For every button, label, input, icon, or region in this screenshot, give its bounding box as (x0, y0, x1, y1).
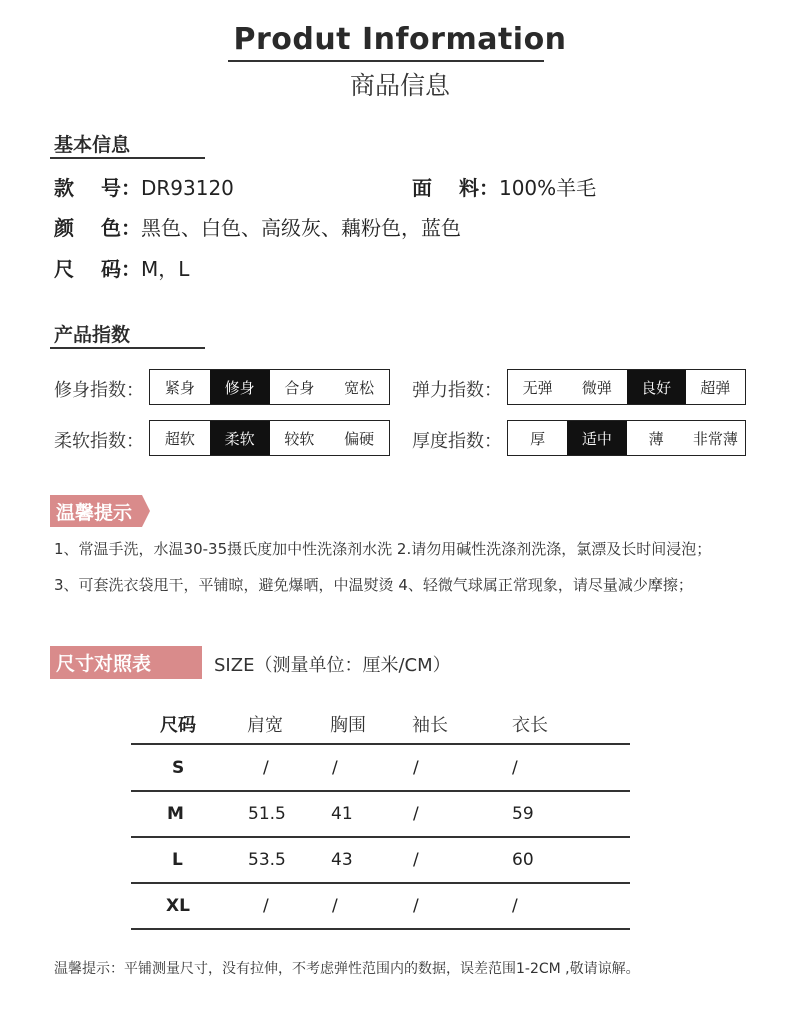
fit-index-label: 修身指数： (54, 380, 144, 401)
item-no-value: DR93120 (140, 176, 234, 200)
size-chart-heading: 尺寸对照表 (56, 653, 152, 675)
basic-info-underline (50, 157, 205, 159)
row-m-sleeve: / (413, 804, 419, 824)
table-divider-1 (131, 790, 630, 792)
row-l-chest: 43 (331, 850, 353, 870)
row-s-chest: / (332, 758, 338, 778)
page-title-cn: 商品信息 (349, 71, 450, 100)
index-option: 非常薄 (692, 429, 738, 448)
size-row: 尺 码：M，L (54, 257, 190, 281)
row-l-shoulder: 53.5 (248, 850, 286, 870)
col-header-sleeve: 袖长 (412, 715, 448, 736)
row-m-length: 59 (512, 804, 534, 824)
fabric-value: 100%羊毛 (498, 176, 597, 200)
elastic-index-label: 弹力指数： (412, 380, 502, 401)
product-index-heading: 产品指数 (54, 324, 131, 346)
col-header-size: 尺码 (160, 715, 196, 736)
row-m-shoulder: 51.5 (248, 804, 286, 824)
index-option: 紧身 (164, 378, 195, 397)
index-option: 微弹 (581, 378, 612, 397)
table-divider-4 (131, 928, 630, 930)
row-s-shoulder: / (263, 758, 269, 778)
basic-info-heading: 基本信息 (54, 134, 131, 156)
fit-index-scale (149, 369, 390, 405)
row-s-length: / (512, 758, 518, 778)
color-row: 颜 色：黑色、白色、高级灰、藕粉色，蓝色 (54, 216, 461, 240)
table-divider-3 (131, 882, 630, 884)
page-title-en: Produt Information (233, 22, 567, 57)
row-l-sleeve: / (413, 850, 419, 870)
thick-index-scale (507, 420, 746, 456)
soft-index-label: 柔软指数： (54, 431, 144, 452)
soft-index-scale (149, 420, 390, 456)
color-label: 颜 色 (54, 216, 121, 240)
row-xl-length: / (512, 896, 518, 916)
index-option: 修身 (210, 370, 270, 404)
size-chart-heading-banner (50, 646, 202, 679)
title-underline (228, 60, 544, 62)
row-m-size: M (167, 804, 184, 824)
item-no-label: 款 号 (54, 176, 121, 200)
size-value: M，L (140, 257, 190, 281)
row-l-length: 60 (512, 850, 534, 870)
index-option: 厚 (530, 429, 546, 448)
index-option: 无弹 (522, 378, 553, 397)
color-value: 黑色、白色、高级灰、藕粉色，蓝色 (140, 216, 461, 240)
row-s-size: S (172, 758, 185, 778)
product-index-underline (50, 347, 205, 349)
col-header-chest: 胸围 (330, 715, 366, 736)
row-xl-shoulder: / (263, 896, 269, 916)
tips-heading: 温馨提示 (56, 501, 133, 524)
col-header-length: 衣长 (512, 715, 548, 736)
row-s-sleeve: / (413, 758, 419, 778)
footer-note: 温馨提示：平铺测量尺寸，没有拉伸，不考虑弹性范围内的数据，误差范围1-2CM ,敬请谅解。 (54, 961, 640, 977)
index-option: 较软 (284, 429, 315, 448)
table-divider-0 (131, 743, 630, 745)
row-xl-chest: / (332, 896, 338, 916)
item-no-row: 款 号：DR93120 (54, 176, 234, 200)
tip-line-2: 3、可套洗衣袋甩干，平铺晾，避免爆晒，中温熨烫 4、轻微气球属正常现象，请尽量减少摩擦； (54, 576, 693, 594)
row-l-size: L (172, 850, 183, 870)
index-option: 良好 (627, 370, 686, 404)
elastic-index-scale (507, 369, 746, 405)
table-divider-2 (131, 836, 630, 838)
row-xl-size: XL (166, 896, 190, 916)
index-option: 薄 (648, 429, 664, 448)
index-option: 适中 (567, 421, 626, 455)
index-option: 超软 (164, 429, 195, 448)
index-option: 合身 (284, 378, 315, 397)
index-option: 宽松 (344, 378, 375, 397)
col-header-shoulder: 肩宽 (247, 715, 283, 736)
index-option: 偏硬 (344, 429, 375, 448)
fabric-row: 面 料：100%羊毛 (412, 176, 597, 200)
fabric-label: 面 料 (412, 176, 479, 200)
tips-heading-banner (50, 495, 142, 527)
index-option: 超弹 (700, 378, 731, 397)
thick-index-label: 厚度指数： (412, 431, 502, 452)
row-m-chest: 41 (331, 804, 353, 824)
size-chart-caption: SIZE（测量单位：厘米/CM） (214, 655, 451, 676)
row-xl-sleeve: / (413, 896, 419, 916)
tip-line-1: 1、常温手洗，水温30-35摄氏度加中性洗涤剂水洗 2.请勿用碱性洗涤剂洗涤，氯漂及长时间浸泡； (54, 540, 712, 558)
size-label: 尺 码 (54, 257, 121, 281)
index-option: 柔软 (210, 421, 270, 455)
